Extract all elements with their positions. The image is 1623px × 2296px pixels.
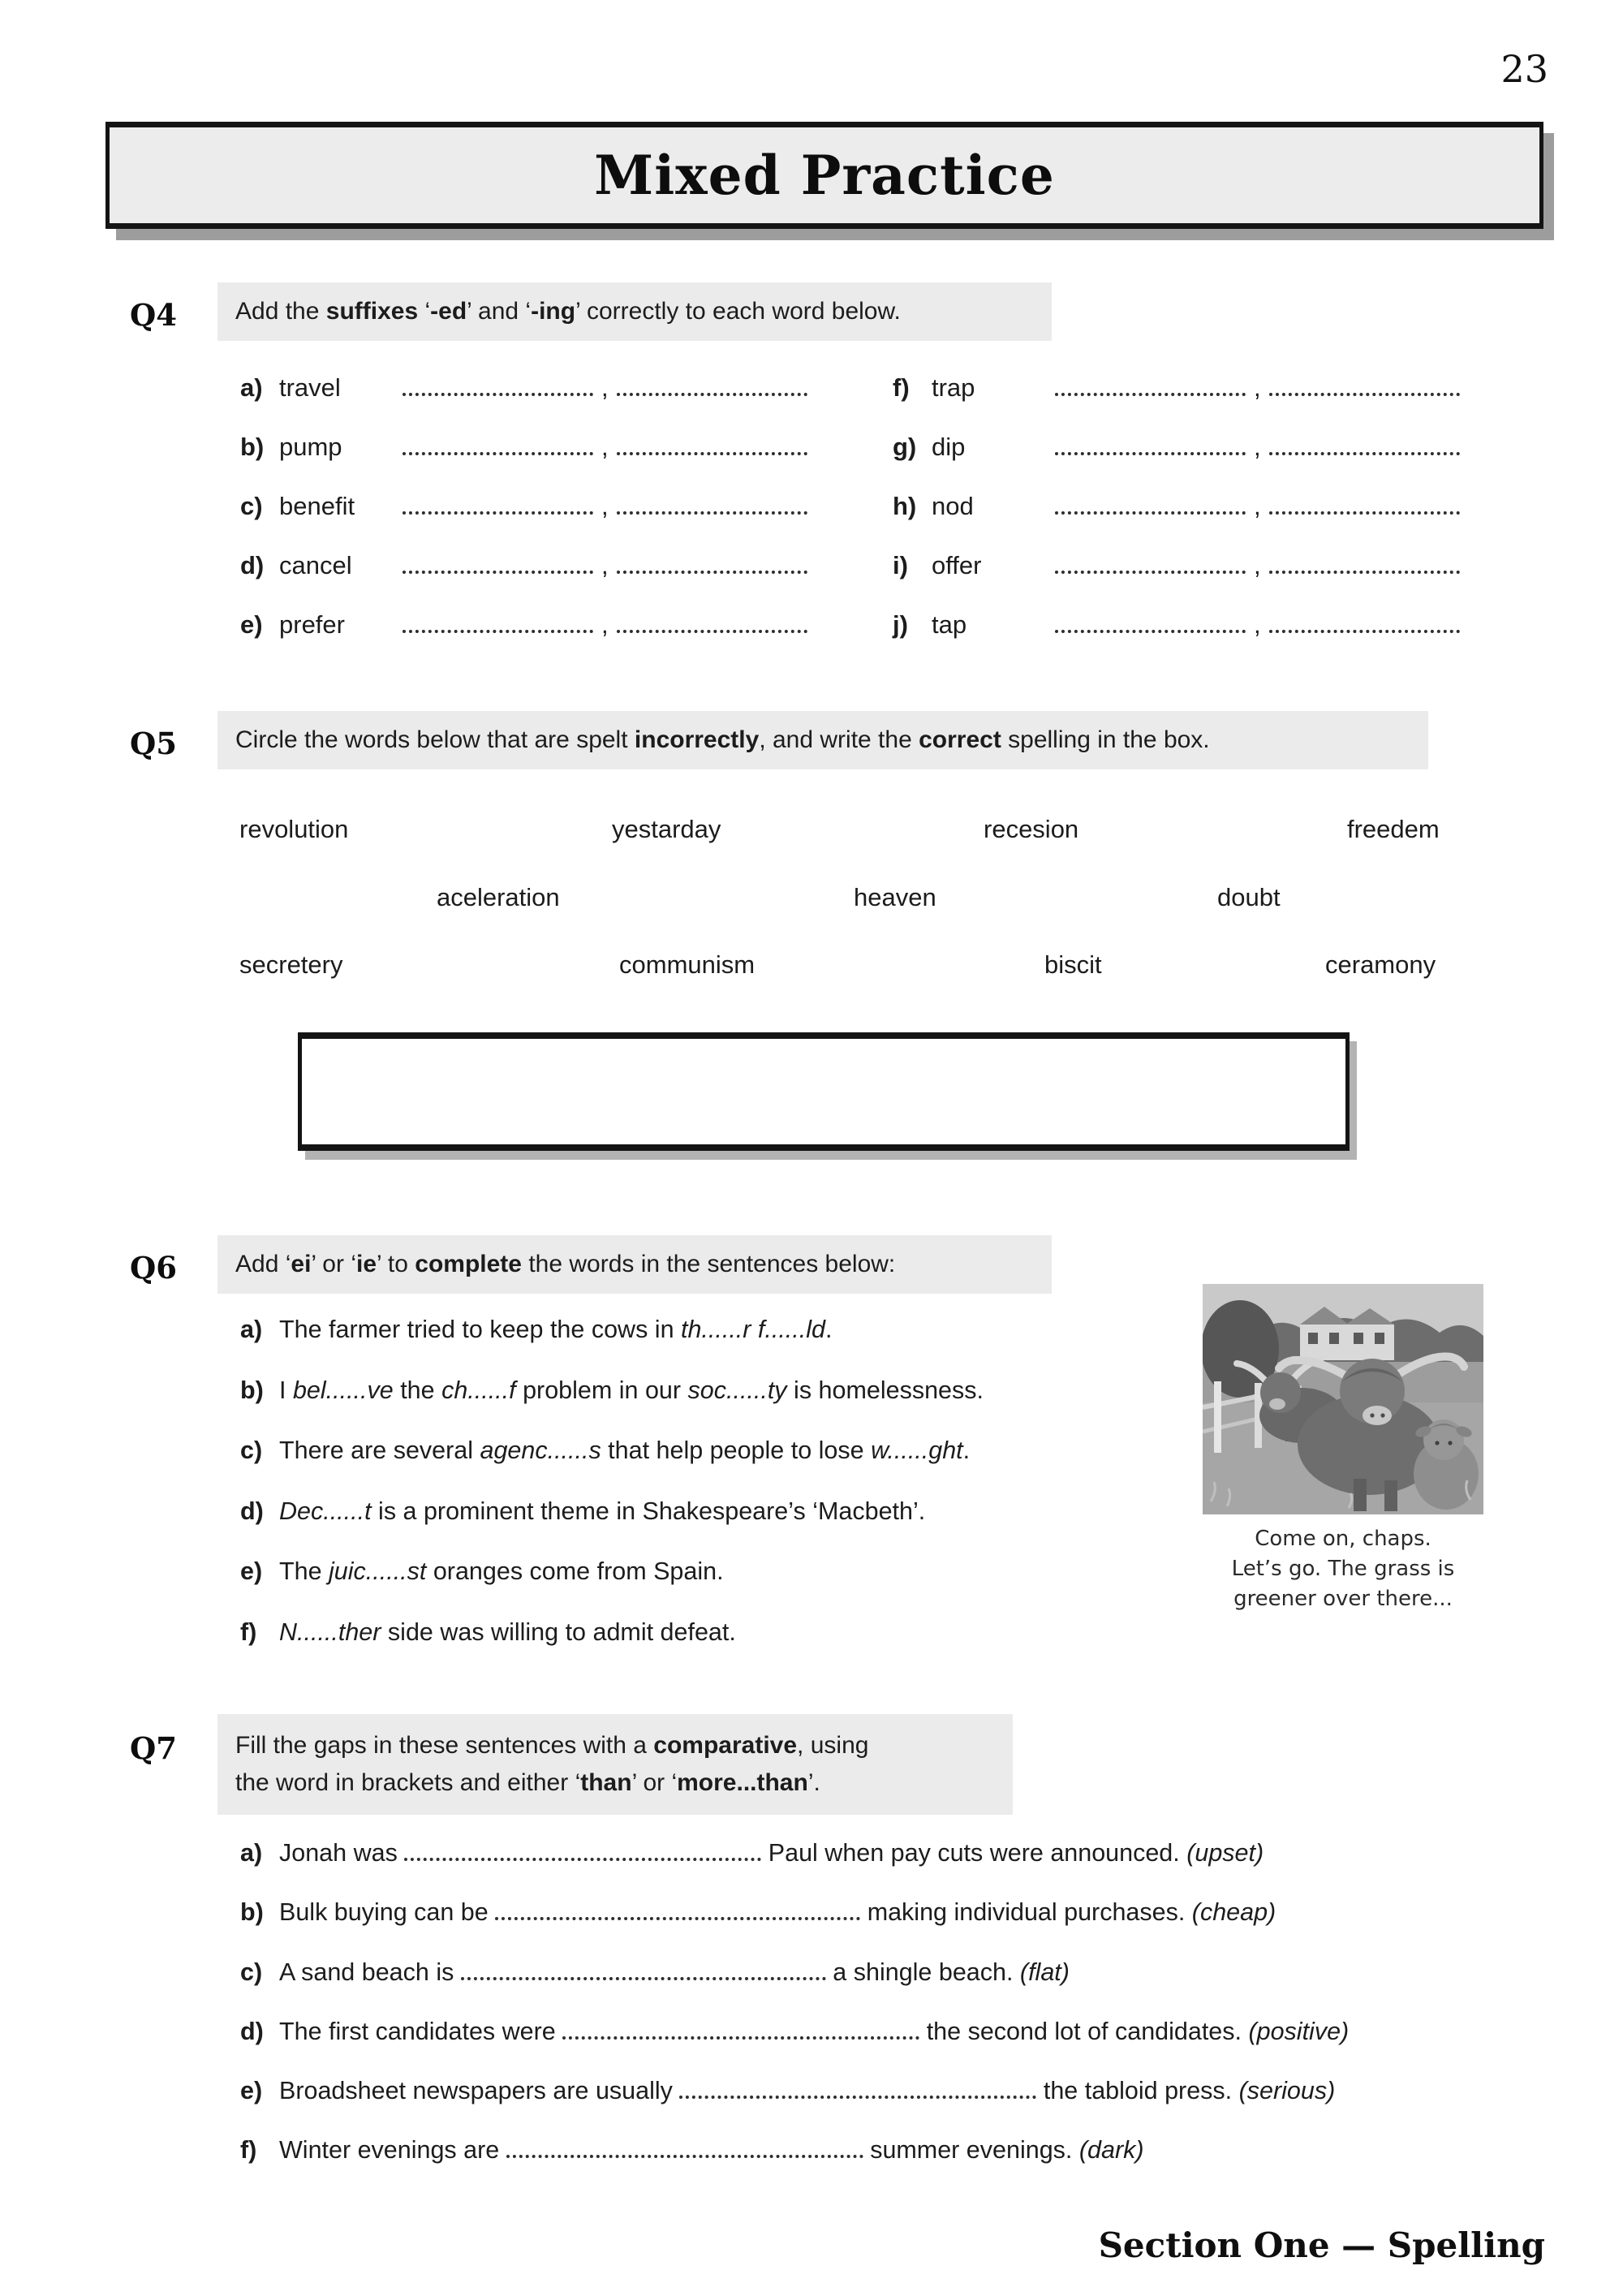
q7-label: Q7: [130, 1730, 177, 1766]
text-run: , using: [797, 1731, 869, 1759]
q4-items-left: [240, 357, 807, 653]
text-run: .: [824, 1316, 833, 1343]
text-run: that help people to lose: [601, 1437, 872, 1464]
q5-label: Q5: [130, 726, 177, 761]
text-run: is a prominent theme in Shakespeare’s ‘Macbeth’.: [371, 1497, 926, 1525]
q6-instruction-bar: [217, 1235, 1052, 1294]
text-run: The first candidates were: [279, 2017, 563, 2045]
q6-item: [240, 1360, 1190, 1421]
q7-item: [240, 1942, 1587, 2001]
cattle-photo: [1203, 1284, 1483, 1514]
comma-separator: ,: [601, 373, 609, 402]
text-run: soc......ty: [687, 1376, 787, 1404]
text-run: problem in our: [515, 1376, 688, 1404]
sentence-text: [279, 2136, 1144, 2165]
answer-blank[interactable]: [1269, 622, 1460, 633]
q6-item: [240, 1420, 1190, 1481]
q7-instruction-line2: [235, 1764, 995, 1803]
item-letter: a): [240, 1316, 263, 1343]
text-run: ’ or ‘: [631, 1769, 678, 1796]
answer-blank[interactable]: [562, 2028, 919, 2040]
text-run: w......ght: [871, 1437, 963, 1464]
answer-blank[interactable]: [403, 562, 593, 574]
q4-item-row: [893, 535, 1460, 594]
item-letter: b): [240, 1376, 264, 1404]
q5-instruction-bar: [217, 711, 1428, 769]
text-run: Dec......t: [279, 1497, 372, 1525]
text-run: oranges come from Spain.: [426, 1557, 724, 1585]
item-letter: f): [240, 1618, 257, 1646]
text-run: Winter evenings are: [279, 2136, 506, 2165]
page-number: 23: [1500, 47, 1548, 91]
text-run: bel......ve: [292, 1376, 394, 1404]
q7-instruction-line1: [235, 1727, 995, 1765]
q4-item-row: [893, 416, 1460, 476]
q4-item-row: [893, 357, 1460, 416]
text-run: (upset): [1186, 1839, 1264, 1867]
sentence-text: [279, 1316, 832, 1344]
sentence-text: [279, 2077, 1335, 2105]
text-run: Broadsheet newspapers are usually: [279, 2077, 680, 2105]
answer-blank[interactable]: [1055, 503, 1246, 515]
sentence-text: [279, 1898, 1276, 1927]
text-run: summer evenings.: [863, 2136, 1079, 2165]
item-letter: e): [240, 2077, 263, 2105]
answer-blank[interactable]: [617, 622, 807, 633]
text-run: (positive): [1248, 2017, 1350, 2045]
photo-caption-line: Come on, chaps.: [1255, 1527, 1431, 1551]
answer-blank[interactable]: [617, 503, 807, 515]
item-letter: a): [240, 373, 263, 402]
q4-item-row: [240, 594, 807, 653]
text-run: ei: [291, 1250, 312, 1277]
q5-word[interactable]: recesion: [984, 815, 1079, 843]
text-run: Bulk buying can be: [279, 1898, 496, 1927]
comma-separator: ,: [601, 492, 609, 520]
q6-label: Q6: [130, 1250, 177, 1286]
page-title: Mixed Practice: [594, 144, 1055, 207]
text-run: ’ and ‘: [467, 297, 532, 325]
text-run: (dark): [1078, 2136, 1144, 2165]
text-run: The: [279, 1557, 329, 1585]
answer-blank[interactable]: [1269, 503, 1460, 515]
item-letter: g): [893, 433, 917, 461]
q5-word[interactable]: freedem: [1347, 815, 1440, 843]
item-word: offer: [932, 551, 982, 579]
q5-word[interactable]: biscit: [1044, 950, 1102, 979]
text-run: The farmer tried to keep the cows in: [279, 1316, 681, 1343]
q7-item: [240, 2061, 1587, 2120]
q5-word[interactable]: aceleration: [437, 883, 560, 911]
sentence-text: [279, 1618, 736, 1647]
q4-item-row: [240, 416, 807, 476]
q7-item: [240, 1823, 1587, 1882]
q5-answer-box[interactable]: [298, 1032, 1350, 1151]
text-run: a shingle beach.: [825, 1958, 1020, 1986]
text-run: juic......st: [329, 1557, 427, 1585]
item-letter: c): [240, 492, 263, 520]
text-run: complete: [415, 1250, 522, 1277]
item-letter: j): [893, 610, 908, 639]
answer-blank[interactable]: [1269, 385, 1460, 396]
answer-blank[interactable]: [403, 503, 593, 515]
text-run: making individual purchases.: [860, 1898, 1192, 1927]
q5-instruction: [235, 722, 1410, 760]
text-run: -ing: [531, 297, 576, 325]
text-run: the word in brackets and either ‘: [235, 1769, 581, 1796]
text-run: side was willing to admit defeat.: [381, 1618, 736, 1646]
item-word: dip: [932, 433, 966, 461]
text-run: the second lot of candidates.: [919, 2017, 1249, 2045]
text-run: (flat): [1019, 1958, 1070, 1986]
item-letter: c): [240, 1437, 263, 1464]
item-word: prefer: [279, 610, 345, 639]
text-run: (cheap): [1191, 1898, 1276, 1927]
sentence-text: [279, 1557, 724, 1586]
q4-item-row: [240, 357, 807, 416]
text-run: is homelessness.: [786, 1376, 984, 1404]
answer-blank[interactable]: [1269, 562, 1460, 574]
q5-word[interactable]: doubt: [1217, 883, 1281, 911]
comma-separator: ,: [1254, 492, 1261, 520]
item-letter: c): [240, 1958, 263, 1986]
text-run: Paul when pay cuts were announced.: [761, 1839, 1187, 1867]
answer-blank[interactable]: [403, 444, 593, 455]
q7-item: [240, 2001, 1587, 2061]
item-word: trap: [932, 373, 975, 402]
text-run: Circle the words below that are spelt: [235, 726, 635, 753]
text-run: ’ to: [377, 1250, 415, 1277]
q7-instruction-bar: [217, 1714, 1013, 1815]
answer-blank[interactable]: [404, 1850, 761, 1861]
text-run: correct: [919, 726, 1001, 753]
answer-blank[interactable]: [403, 622, 593, 633]
q6-item: [240, 1299, 1190, 1360]
q7-item: [240, 1882, 1587, 1941]
text-run: than: [580, 1769, 632, 1796]
comma-separator: ,: [1254, 551, 1261, 579]
answer-blank[interactable]: [1269, 444, 1460, 455]
q4-items-right: [893, 357, 1460, 653]
q4-item-row: [240, 476, 807, 535]
text-run: ch......f: [441, 1376, 516, 1404]
item-letter: i): [893, 551, 908, 579]
q5-word[interactable]: heaven: [854, 883, 936, 911]
answer-blank[interactable]: [617, 562, 807, 574]
answer-blank[interactable]: [1055, 562, 1246, 574]
photo-caption: [1173, 1524, 1513, 1614]
text-run: Add the: [235, 297, 326, 325]
text-run: the tabloid press.: [1036, 2077, 1239, 2105]
text-run: Jonah was: [279, 1839, 405, 1867]
comma-separator: ,: [1254, 433, 1261, 461]
item-letter: f): [893, 373, 910, 402]
answer-blank[interactable]: [679, 2087, 1036, 2099]
text-run: .: [962, 1437, 971, 1464]
answer-blank[interactable]: [1055, 622, 1246, 633]
footer-section-label: Section One — Spelling: [1098, 2225, 1545, 2265]
item-word: pump: [279, 433, 342, 461]
sentence-text: [279, 1437, 970, 1465]
sentence-text: [279, 1958, 1070, 1987]
text-run: comparative: [653, 1731, 798, 1759]
text-run: the: [393, 1376, 442, 1404]
item-word: nod: [932, 492, 974, 520]
item-letter: h): [893, 492, 917, 520]
sentence-text: [279, 1839, 1264, 1867]
q5-word[interactable]: revolution: [239, 815, 349, 843]
q6-item: [240, 1602, 1190, 1663]
sentence-text: [279, 2018, 1349, 2046]
q7-item: [240, 2120, 1587, 2179]
text-run: Add ‘: [235, 1250, 291, 1277]
comma-separator: ,: [601, 610, 609, 639]
q6-item: [240, 1541, 1190, 1602]
text-run: , and write the: [759, 726, 919, 753]
q4-item-row: [240, 535, 807, 594]
q4-instruction: [235, 293, 1034, 331]
comma-separator: ,: [1254, 610, 1261, 639]
q5-word[interactable]: ceramony: [1325, 950, 1436, 979]
item-word: cancel: [279, 551, 352, 579]
q4-item-row: [893, 476, 1460, 535]
text-run: (serious): [1238, 2077, 1336, 2105]
item-letter: d): [240, 1497, 264, 1525]
item-letter: e): [240, 610, 263, 639]
answer-blank[interactable]: [461, 1969, 826, 1980]
item-letter: b): [240, 1898, 264, 1927]
comma-separator: ,: [601, 433, 609, 461]
text-run: suffixes: [325, 297, 419, 325]
title-box: [105, 122, 1543, 229]
text-run: ’.: [807, 1769, 820, 1796]
text-run: incorrectly: [634, 726, 760, 753]
answer-blank[interactable]: [617, 444, 807, 455]
q5-word[interactable]: secretery: [239, 950, 343, 979]
text-run: -ed: [430, 297, 467, 325]
photo-caption-line: Let’s go. The grass is: [1231, 1556, 1455, 1581]
text-run: ‘: [418, 297, 431, 325]
item-letter: d): [240, 551, 265, 579]
figure: [1203, 1284, 1483, 1614]
text-run: ’ or ‘: [311, 1250, 356, 1277]
photo-caption-line: greener over there...: [1233, 1586, 1453, 1611]
answer-blank[interactable]: [403, 385, 593, 396]
answer-blank[interactable]: [1055, 385, 1246, 396]
comma-separator: ,: [1254, 373, 1261, 402]
text-run: ie: [355, 1250, 377, 1277]
answer-blank[interactable]: [506, 2147, 863, 2158]
item-letter: f): [240, 2136, 257, 2165]
item-letter: a): [240, 1839, 263, 1867]
q6-instruction: [235, 1246, 1034, 1284]
q5-word[interactable]: communism: [619, 950, 756, 979]
text-run: I: [279, 1376, 293, 1404]
item-letter: d): [240, 2017, 264, 2045]
text-run: N......ther: [279, 1618, 381, 1646]
text-run: the words in the sentences below:: [521, 1250, 896, 1277]
text-run: Fill the gaps in these sentences with a: [235, 1731, 654, 1759]
item-word: tap: [932, 610, 967, 639]
text-run: spelling in the box.: [1001, 726, 1210, 753]
sentence-text: [279, 1497, 925, 1526]
text-run: ’ correctly to each word below.: [575, 297, 901, 325]
text-run: agenc......s: [480, 1437, 601, 1464]
q4-item-row: [893, 594, 1460, 653]
q6-item: [240, 1481, 1190, 1542]
q4-label: Q4: [130, 297, 177, 333]
item-letter: b): [240, 433, 265, 461]
q4-instruction-bar: [217, 282, 1052, 341]
item-word: benefit: [279, 492, 355, 520]
answer-blank[interactable]: [617, 385, 807, 396]
sentence-text: [279, 1376, 984, 1405]
answer-blank[interactable]: [1055, 444, 1246, 455]
text-run: th......r f......ld: [681, 1316, 825, 1343]
text-run: A sand beach is: [279, 1958, 461, 1986]
q6-items: [240, 1299, 1190, 1662]
q7-items: [240, 1823, 1587, 2180]
q5-word[interactable]: yestarday: [612, 815, 721, 843]
text-run: more...than: [677, 1769, 808, 1796]
comma-separator: ,: [601, 551, 609, 579]
item-letter: e): [240, 1557, 263, 1585]
text-run: There are several: [279, 1437, 480, 1464]
answer-blank[interactable]: [495, 1909, 860, 1920]
item-word: travel: [279, 373, 341, 402]
